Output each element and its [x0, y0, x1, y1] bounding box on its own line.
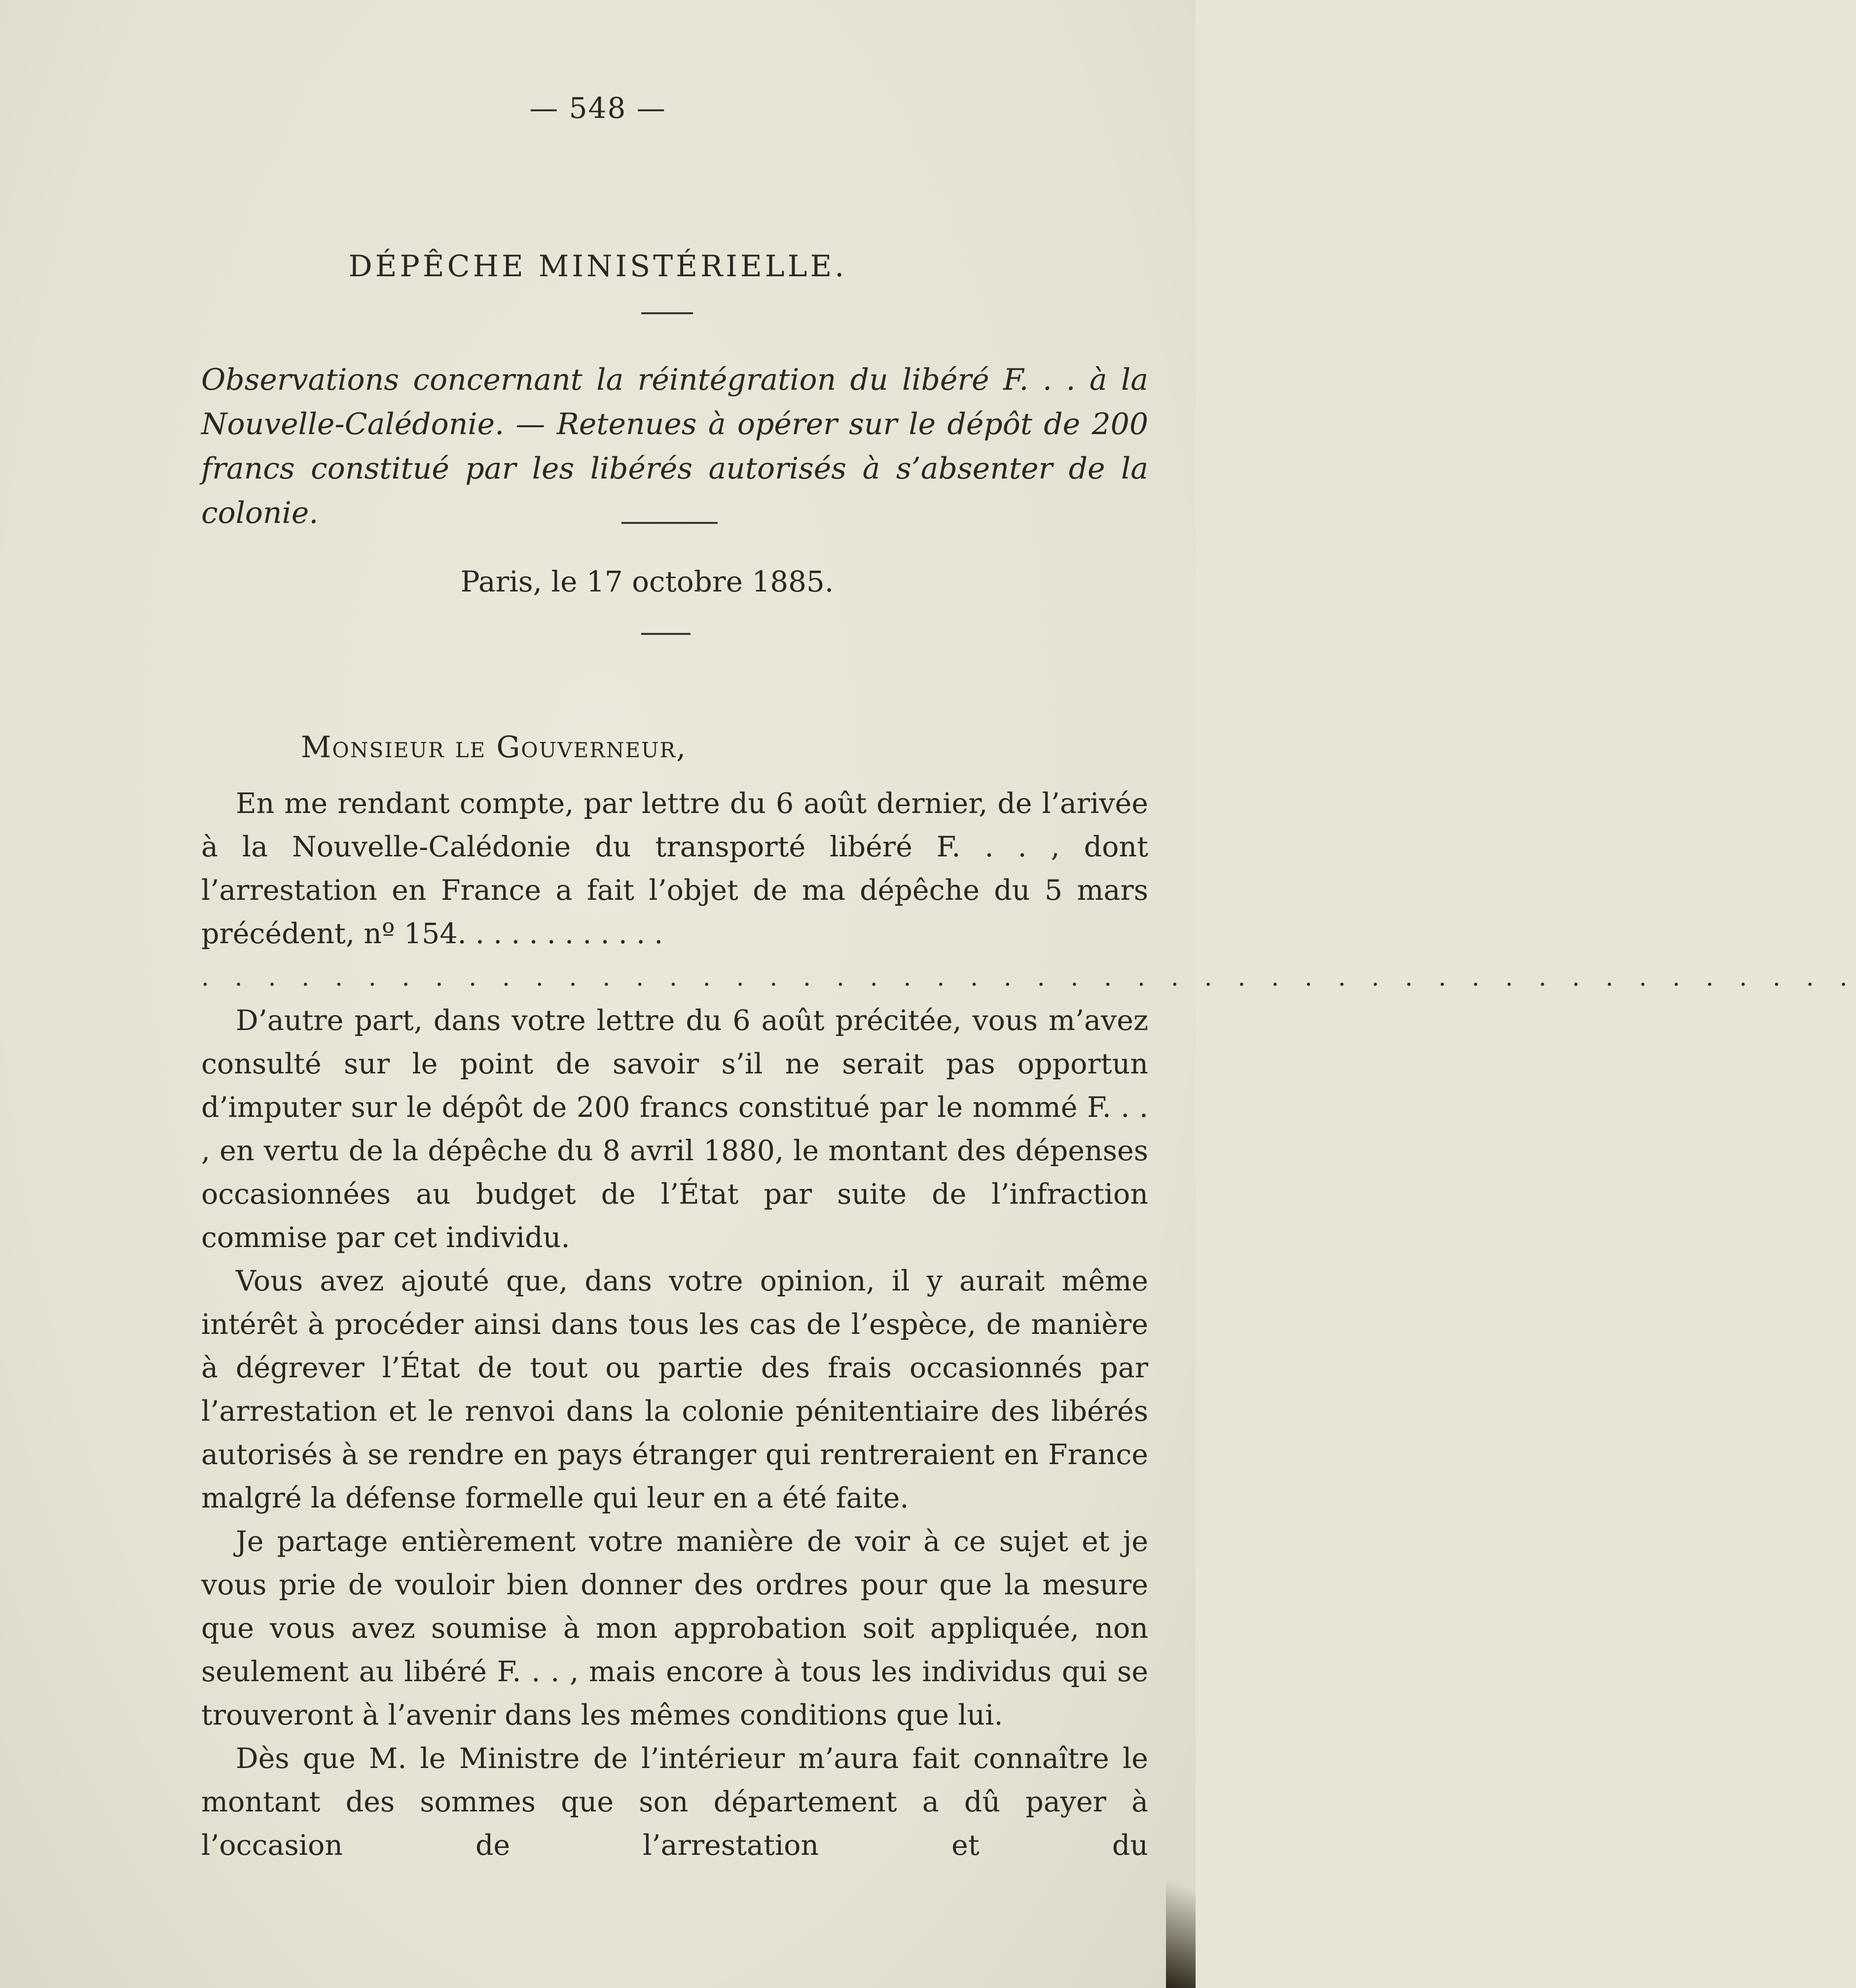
letter-body [201, 782, 1856, 1867]
divider-rule [641, 312, 693, 314]
divider-rule [641, 633, 691, 635]
document-heading: DÉPÊCHE MINISTÉRIELLE. [348, 249, 847, 284]
paragraph: Je partage entièrement votre manière de voir à ce sujet et je vous prie de vouloir bien donner des ordres pour que la mesure que vous avez soumise à mon approbation soit appliquée, non seulement au libéré F. . . , mais encore à tous les individus qui se trouveront à l’avenir dans les mêmes conditions que lui. [201, 1525, 1148, 1731]
paragraph: Vous avez ajouté que, dans votre opinion, il y aurait même intérêt à procéder ainsi dans tous les cas de l’espèce, de manière à dégrever l’État de tout ou partie des frais occasionnés par l’arrestation et le renvoi dans la colonie pénitentiaire des libérés autorisés à se rendre en pays étranger qui rentreraient en France malgré la défense formelle qui leur en a été faite. [201, 1265, 1148, 1514]
paragraph: Dès que M. le Ministre de l’intérieur m’aura fait connaître le montant des sommes que son département a dû payer à l’occasion de l’arrestation et du [201, 1742, 1148, 1862]
dateline: Paris, le 17 octobre 1885. [460, 565, 834, 598]
salutation: Monsieur le Gouverneur, [301, 730, 687, 765]
paragraph: En me rendant compte, par lettre du 6 août dernier, de l’arivée à la Nouvelle-Calédonie du transporté libéré F. . . , dont l’arrestation en France a fait l’objet de ma dépêche du 5 mars précédent, nº 154. . . . . . . . . . . . [201, 787, 1148, 950]
page-number: — 548 — [529, 91, 666, 125]
divider-rule [621, 522, 718, 524]
document-subject: Observations concernant la réintégration du libéré F. . . à la Nouvelle-Calédonie. — Retenues à opérer sur le dépôt de 200 francs constitué par les libérés autorisés à s’absenter de la colonie. [201, 363, 1148, 530]
ellipsis-row: . . . . . . . . . . . . . . . . . . . . . . . . . . . . . . . . . . . . . . . . . . . . . . . . . . [201, 963, 1856, 992]
page-edge-shadow [1166, 1781, 1196, 1988]
paragraph: D’autre part, dans votre lettre du 6 août précitée, vous m’avez consulté sur le point de savoir s’il ne serait pas opportun d’imputer sur le dépôt de 200 francs constitué par le nommé F. . . , en vertu de la dépêche du 8 avril 1880, le montant des dépenses occasionnées au budget de l’État par suite de l’infraction commise par cet individu. [201, 1004, 1148, 1254]
